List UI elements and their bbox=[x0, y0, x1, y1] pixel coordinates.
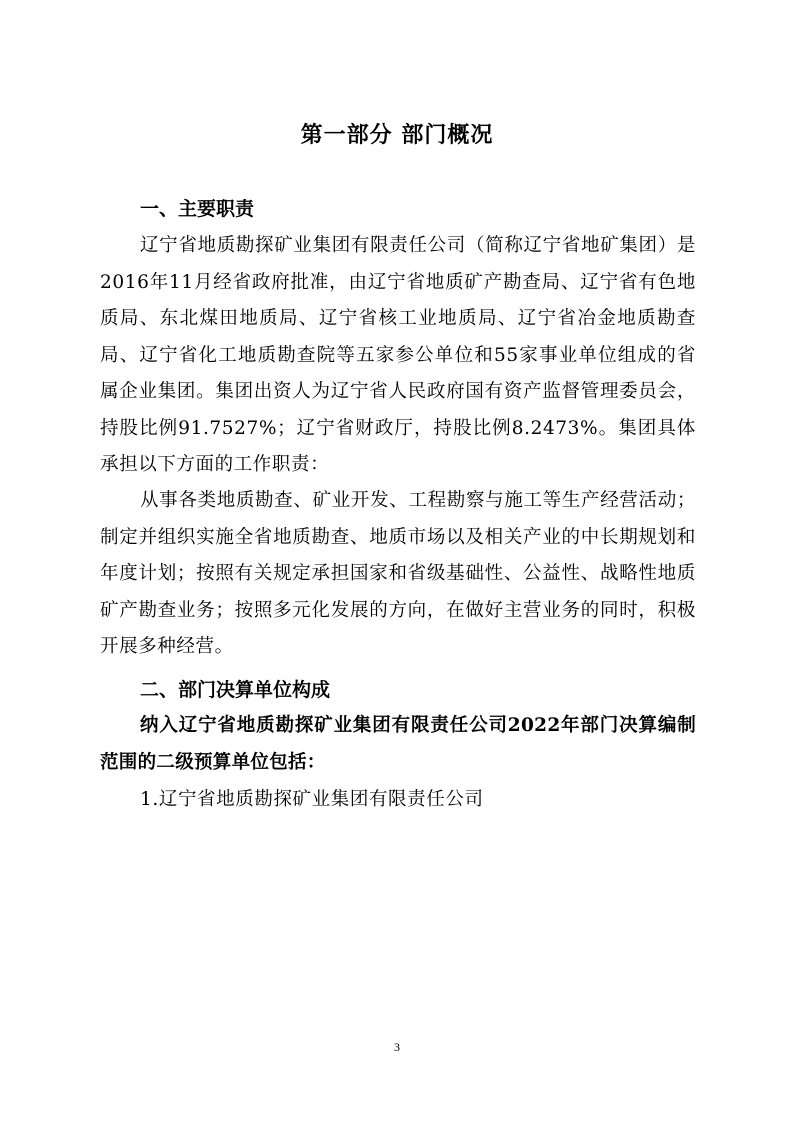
paragraph-company-overview: 辽宁省地质勘探矿业集团有限责任公司（简称辽宁省地矿集团）是2016年11月经省政府批准，由辽宁省地质矿产勘查局、辽宁省有色地质局、东北煤田地质局、辽宁省核工业地质局、辽宁省冶金地质勘查局、辽宁省化工地质勘查院等五家参公单位和55家事业单位组成的省属企业集团。集团出资人为辽宁省人民政府国有资产监督管理委员会，持股比例91.7527%；辽宁省财政厅，持股比例8.2473%。集团具体承担以下方面的工作职责： bbox=[100, 235, 696, 475]
paragraph-duties: 从事各类地质勘查、矿业开发、工程勘察与施工等生产经营活动；制定并组织实施全省地质勘查、地质市场以及相关产业的中长期规划和年度计划；按照有关规定承担国家和省级基础性、公益性、战略性地质矿产勘查业务；按照多元化发展的方向，在做好主营业务的同时，积极开展多种经营。 bbox=[100, 490, 696, 657]
section-heading-unit-composition: 二、部门决算单位构成 bbox=[140, 679, 331, 701]
section-heading-main-duties: 一、主要职责 bbox=[140, 198, 255, 220]
list-item-unit-1: 1.辽宁省地质勘探矿业集团有限责任公司 bbox=[140, 789, 484, 810]
page-title: 第一部分 部门概况 bbox=[300, 122, 494, 148]
page-number: 3 bbox=[394, 1040, 400, 1054]
paragraph-unit-intro: 纳入辽宁省地质勘探矿业集团有限责任公司2022年部门决算编制范围的二级预算单位包括： bbox=[100, 715, 696, 773]
